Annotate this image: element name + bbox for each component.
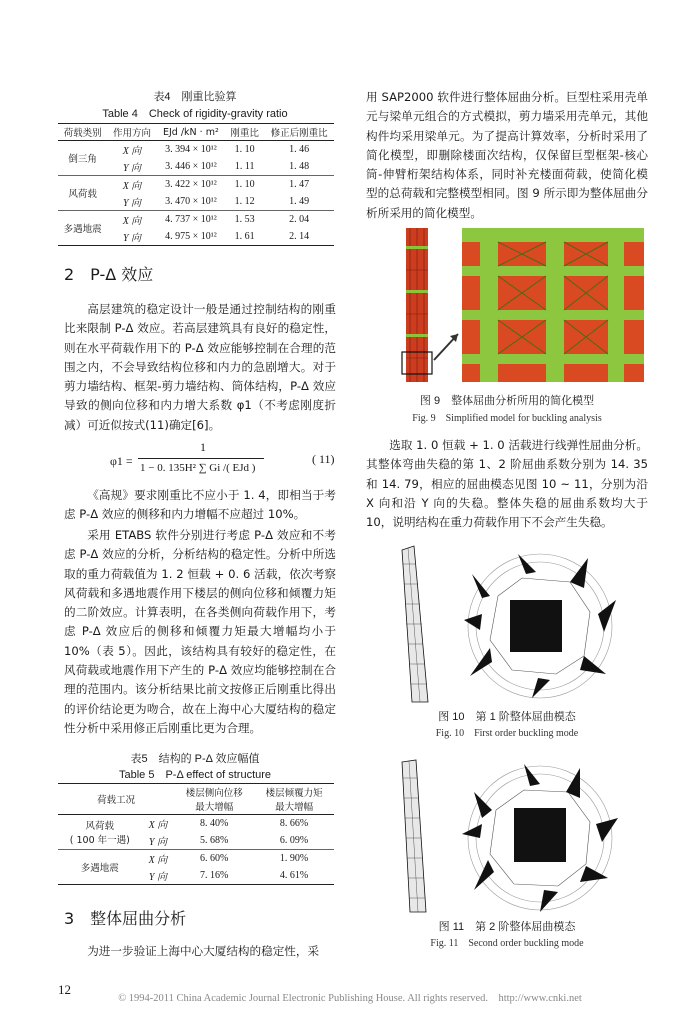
table4-cell: 1. 47 — [289, 179, 310, 190]
table4-cell: 1. 10 — [234, 179, 255, 190]
left-para-3: 采用 ETABS 软件分别进行考虑 P-Δ 效应和不考虑 P-Δ 效应的分析，分析结构的稳定性。分析中所选取的重力荷载值为 1. 2 恒载 + 0. 6 活载，依次考察风荷载和多遇地震作用下楼层的侧向位移和倾覆力矩的二阶效应。计算表明，在各类侧向荷载作用下，考虑 P-Δ 效应后的侧移和倾覆力矩最大增幅均小于 10%（表 5）。因此，该结构具有较好的稳定性，在风荷载或地震作用下产生的 P-Δ 效应均能够控制在合理的范围内。该分析结果比前文按修正后刚重比得出的评价结论更为吻合，故在上海中心大厦结构的稳定性分析中采用修正后刚重比更为合理。 — [64, 528, 336, 735]
formula-number: ( 11) — [312, 452, 335, 466]
left-para-2: 《高规》要求刚重比不应小于 1. 4，即相当于考虑 P-Δ 效应的侧移和内力增幅不应超过 10%。 — [64, 488, 336, 522]
table5-header-2: 楼层倾覆力矩 最大增幅 — [265, 788, 323, 813]
table5-cell: 8. 40% — [200, 818, 229, 829]
table4-cell: X 向 — [122, 146, 142, 157]
table4-group-name: 多遇地震 — [63, 224, 102, 235]
page-number: 12 — [58, 982, 71, 997]
right-para-2: 选取 1. 0 恒载 + 1. 0 活载进行线弹性屈曲分析。其整体弯曲失稳的第 1、2 阶屈曲系数分别为 14. 35 和 14. 79，相应的屈曲模态见图 10 ~ 11，分别为沿 X 向和沿 Y 向的失稳。整体失稳的屈曲系数均大于 10，说明结构在重力荷载作用下不会产生失稳。 — [366, 438, 648, 530]
copyright-footer: © 1994-2011 China Academic Journal Electronic Publishing House. All rights reserved. http://www.cnki.net — [118, 993, 582, 1004]
left-para-4: 为进一步验证上海中心大厦结构的稳定性，采 — [87, 944, 320, 958]
right-para-1: 用 SAP2000 软件进行整体屈曲分析。巨型柱采用壳单元与梁单元组合的方式模拟，剪力墙采用壳单元，其他构件均采用梁单元。为了提高计算效率，分析时采用了简化模型，即删除楼面次结构，仅保留巨型框架-核心筒-伸臂桁架结构体系，同时补充楼面荷载，使简化模型的总荷载和完整模型相同。图 9 所示即为整体屈曲分析所采用的简化模型。 — [366, 90, 648, 220]
table4-group-name: 风荷载 — [68, 189, 97, 200]
table4-cell: 1. 10 — [234, 144, 255, 155]
table4-cell: X 向 — [122, 181, 142, 192]
table4-title-cn: 表4 刚重比验算 — [153, 91, 237, 103]
table5-group-name: 多遇地震 — [80, 863, 119, 874]
table5-cell: X 向 — [148, 820, 168, 831]
formula-11 — [90, 442, 340, 484]
table5-header-1: 楼层侧向位移 最大增幅 — [185, 788, 243, 813]
table-row — [58, 850, 334, 868]
figure-9 — [398, 226, 646, 384]
table4-cell: 3. 422 × 10¹² — [165, 179, 217, 190]
figure-11-caption-cn: 图 11 第 2 阶整体屈曲模态 — [438, 921, 576, 933]
figure-9-caption-cn: 图 9 整体屈曲分析所用的简化模型 — [419, 395, 595, 407]
section2-title: 2 P-Δ 效应 — [64, 265, 154, 284]
table4-cell: X 向 — [122, 216, 142, 227]
table4-cell: 3. 446 × 10¹² — [165, 161, 217, 172]
left-para-1: 高层建筑的稳定设计一般是通过控制结构的刚重比来限制 P-Δ 效应。若高层建筑具有良好的稳定性，则在水平荷载作用下的 P-Δ 效应能够控制在合理的范围之内，不会导致结构位移和内力的急剧增大。对于剪力墙结构、框架-剪力墙结构、筒体结构，P-Δ 效应导致的侧向位移和内力增大系数 φ1（不考虑刚度折减）可近似按式(11)确定[6]。 — [64, 302, 336, 432]
table4-header-4: 修正后刚重比 — [270, 128, 328, 139]
table4-group-name: 倒三角 — [68, 154, 97, 165]
table5-cell: 4. 61% — [279, 870, 309, 881]
figure-11 — [398, 758, 620, 914]
figure-11-image — [398, 758, 620, 914]
table5 — [58, 783, 334, 885]
table-row — [58, 141, 334, 159]
figure-9-caption-en: Fig. 9 Simplified model for buckling analysis — [412, 413, 602, 424]
table-row — [58, 211, 334, 229]
table4-header-1: 作用方向 — [113, 128, 152, 139]
table-row — [58, 176, 334, 194]
figure-9-image — [398, 226, 646, 384]
table4-cell: 1. 61 — [234, 231, 255, 242]
table4-cell: 2. 14 — [289, 231, 310, 242]
table5-cell: 1. 90% — [279, 853, 309, 864]
table4-header-2: EJd /kN · m² — [162, 126, 219, 138]
table4-cell: Y 向 — [122, 163, 142, 174]
table4-cell: 3. 394 × 10¹² — [165, 144, 217, 155]
table5-header-0: 荷载工况 — [97, 795, 136, 806]
table4-cell: 1. 11 — [234, 161, 255, 172]
table4-cell: 1. 12 — [234, 196, 255, 207]
formula-numerator: 1 — [200, 440, 206, 454]
table5-cell: 8. 66% — [279, 818, 309, 829]
table4-title-en: Table 4 Check of rigidity-gravity ratio — [102, 108, 288, 120]
table5-cell: 7. 16% — [200, 870, 229, 881]
table5-cell: 6. 60% — [200, 853, 229, 864]
table-row — [58, 815, 334, 833]
section3-title: 3 整体屈曲分析 — [64, 909, 187, 928]
table4-cell: 4. 737 × 10¹² — [165, 214, 217, 225]
table5-cell: 6. 09% — [279, 835, 309, 846]
table4-cell: 2. 04 — [289, 214, 310, 225]
table5-group-name: 风荷载 ( 100 年一遇) — [69, 821, 130, 846]
table5-cell: Y 向 — [148, 872, 167, 883]
table4-cell: 1. 46 — [289, 144, 310, 155]
figure-10-caption-cn: 图 10 第 1 阶整体屈曲模态 — [438, 711, 576, 723]
table4-cell: Y 向 — [122, 198, 142, 209]
formula-lhs: φ1 = — [110, 454, 133, 468]
figure-11-caption-en: Fig. 11 Second order buckling mode — [430, 938, 584, 949]
table5-cell: 5. 68% — [200, 835, 229, 846]
table4-cell: 3. 470 × 10¹² — [165, 196, 217, 207]
figure-10-caption-en: Fig. 10 First order buckling mode — [435, 728, 579, 739]
table4-cell: 1. 48 — [289, 161, 310, 172]
table4-cell: 1. 53 — [234, 214, 255, 225]
figure-10-image — [398, 544, 620, 704]
table4-header-0: 荷载类别 — [63, 128, 102, 139]
table4 — [58, 123, 334, 246]
table5-title-en: Table 5 P-Δ effect of structure — [118, 769, 272, 781]
formula-denominator: 1 − 0. 135H² ∑ Gi /( EJd ) — [140, 462, 256, 474]
table5-cell: Y 向 — [148, 837, 167, 848]
table4-cell: Y 向 — [122, 233, 142, 244]
table5-title-cn: 表5 结构的 P-Δ 效应幅值 — [130, 753, 260, 765]
table4-cell: 4. 975 × 10¹² — [165, 231, 217, 242]
table4-header-3: 刚重比 — [230, 128, 259, 139]
figure-10 — [398, 544, 620, 704]
table5-cell: X 向 — [148, 855, 168, 866]
table4-cell: 1. 49 — [289, 196, 310, 207]
formula-fraction-bar — [138, 458, 264, 459]
